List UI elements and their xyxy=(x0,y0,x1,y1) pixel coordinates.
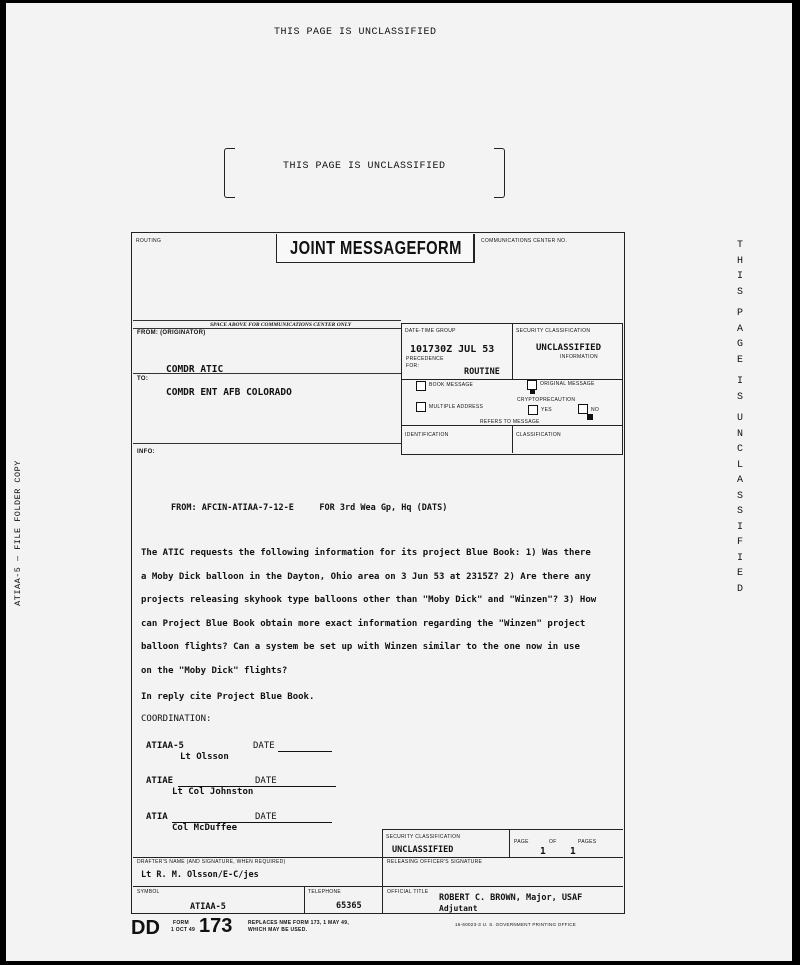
telephone-value: 65365 xyxy=(336,901,362,911)
telephone-label: TELEPHONE xyxy=(308,889,341,895)
releasing-divider xyxy=(382,857,383,913)
coord-date-2: DATE xyxy=(255,776,277,786)
pages-value: 1 xyxy=(570,846,576,857)
form-date: 1 OCT 49 xyxy=(171,927,196,933)
scan-border-left xyxy=(0,0,6,965)
no-checkbox-mark xyxy=(587,414,593,420)
form-title: JOINT MESSAGEFORM xyxy=(290,238,462,258)
coord-office-3: ATIA xyxy=(146,812,168,822)
coord-date-3: DATE xyxy=(255,812,277,822)
form-number: 173 xyxy=(199,915,233,937)
pages-label: PAGES xyxy=(578,839,597,845)
side-banner-letter: N xyxy=(736,428,743,440)
official-title-sub: Adjutant xyxy=(439,904,478,913)
side-banner-letter: C xyxy=(736,444,743,455)
to-row-rule xyxy=(133,373,401,374)
printing-office: 16-60023-3 U. S. GOVERNMENT PRINTING OFFICE xyxy=(455,922,577,927)
header-info-row1 xyxy=(401,379,623,380)
side-banner-letter: S xyxy=(736,286,743,298)
top-unclassified-banner: THIS PAGE IS UNCLASSIFIED xyxy=(274,27,437,38)
side-banner-letter: I xyxy=(736,376,743,387)
side-banner-letter: S xyxy=(736,490,743,502)
scan-border-bottom xyxy=(0,961,800,965)
information-label: INFORMATION xyxy=(560,354,598,360)
dtg-value: 101730Z JUL 53 xyxy=(410,344,495,355)
message-body xyxy=(141,548,611,689)
coord-name-3: Col McDuffee xyxy=(172,823,238,833)
dd-label: DD xyxy=(131,917,160,939)
routing-label: ROUTING xyxy=(136,238,162,244)
info-label: INFO: xyxy=(137,449,155,455)
scan-border-right xyxy=(792,0,800,965)
message-reference: FROM: AFCIN-ATIAA-7-12-E FOR 3rd Wea Gp, Hq (DATS) xyxy=(171,503,448,513)
message-body-line: can Project Blue Book obtain more exact information regarding the "Winzen" project xyxy=(141,618,586,629)
info-row-rule xyxy=(133,443,401,444)
no-checkbox[interactable] xyxy=(578,404,588,414)
bottom-page-divider xyxy=(509,829,510,857)
security-label: SECURITY CLASSIFICATION xyxy=(516,328,591,334)
book-message-label: BOOK MESSAGE xyxy=(429,382,474,388)
yes-checkbox[interactable] xyxy=(528,405,538,415)
side-banner-letter: E xyxy=(736,568,743,579)
page-label: PAGE xyxy=(514,839,529,845)
from-label: FROM: (ORIGINATOR) xyxy=(137,330,206,336)
symbol-row-rule xyxy=(133,886,623,887)
original-message-label: ORIGINAL MESSAGE xyxy=(540,381,595,387)
side-banner-letter: D xyxy=(736,583,743,595)
coordination-label: COORDINATION: xyxy=(141,714,212,724)
coord-date-1: DATE xyxy=(253,741,275,751)
file-folder-copy: ATIAA-5 — FILE FOLDER COPY xyxy=(13,460,23,606)
symbol-label: SYMBOL xyxy=(137,889,160,895)
space-above-rule xyxy=(133,320,401,321)
replaces-text: REPLACES NME FORM 173, 1 MAY 49, WHICH MAY BE USED. xyxy=(248,920,350,933)
classification-label: CLASSIFICATION xyxy=(516,432,561,438)
side-banner-letter: S xyxy=(736,391,743,403)
message-body-line: balloon flights? Can a system be set up with Winzen similar to the one now in use xyxy=(141,642,580,652)
releasing-label: RELEASING OFFICER'S SIGNATURE xyxy=(387,859,483,865)
multiple-address-label: MULTIPLE ADDRESS xyxy=(429,404,484,410)
to-value: COMDR ENT AFB COLORADO xyxy=(166,387,292,398)
side-banner-letter: U xyxy=(736,413,743,424)
header-info-divider xyxy=(512,323,513,379)
side-banner-letter: E xyxy=(736,354,743,366)
space-above-label: SPACE ABOVE FOR COMMUNICATIONS CENTER ONLY xyxy=(210,322,352,328)
book-message-checkbox[interactable] xyxy=(416,381,426,391)
coord-date-line-1 xyxy=(278,751,332,752)
multiple-address-checkbox[interactable] xyxy=(416,402,426,412)
from-row-rule xyxy=(133,328,401,329)
security-value: UNCLASSIFIED xyxy=(536,343,602,353)
bottom-security-value: UNCLASSIFIED xyxy=(392,845,454,855)
side-banner-letter: A xyxy=(736,323,743,335)
bracket-unclassified-banner: THIS PAGE IS UNCLASSIFIED xyxy=(283,161,446,172)
bottom-security-label: SECURITY CLASSIFICATION xyxy=(386,834,461,840)
crypto-label: CRYPTOPRECAUTION xyxy=(517,397,576,403)
scan-border-top xyxy=(0,0,800,3)
side-banner-letter: P xyxy=(736,308,743,319)
to-label: TO: xyxy=(137,376,149,382)
identification-label: IDENTIFICATION xyxy=(405,432,449,438)
page-value: 1 xyxy=(540,846,546,857)
coord-office-1: ATIAA-5 xyxy=(146,741,184,751)
side-banner-letter: H xyxy=(736,255,743,267)
side-banner-letter: F xyxy=(736,537,743,548)
side-banner-letter: S xyxy=(736,506,743,517)
bracket-left xyxy=(224,148,235,198)
drafter-label: DRAFTER'S NAME (AND SIGNATURE, WHEN REQUIRED) xyxy=(137,859,286,865)
dtg-label: DATE-TIME GROUP xyxy=(405,328,456,334)
reply-line: In reply cite Project Blue Book. xyxy=(141,692,315,702)
yes-label: YES xyxy=(541,407,552,413)
side-unclassified-banner xyxy=(732,240,748,599)
refers-to-label: REFERS TO MESSAGE xyxy=(480,419,540,425)
side-banner-letter: I xyxy=(736,271,743,282)
precedence-value: ROUTINE xyxy=(464,367,500,377)
drafter-value: Lt R. M. Olsson/E-C/jes xyxy=(141,870,259,880)
message-body-line: The ATIC requests the following information for its project Blue Book: 1) Was there xyxy=(141,548,591,558)
coord-name-1: Lt Olsson xyxy=(180,752,229,762)
precedence-label: PRECEDENCE FOR: xyxy=(406,356,444,369)
bracket-right xyxy=(494,148,505,198)
official-title-label: OFFICIAL TITLE xyxy=(387,889,429,895)
side-banner-letter: T xyxy=(736,240,743,251)
telephone-divider xyxy=(304,886,305,913)
message-body-line: on the "Moby Dick" flights? xyxy=(141,665,288,676)
coord-name-2: Lt Col Johnston xyxy=(172,787,254,797)
from-value: COMDR ATIC xyxy=(166,364,224,375)
coord-office-2: ATIAE xyxy=(146,776,174,786)
side-banner-letter: G xyxy=(736,339,743,350)
side-banner-letter: L xyxy=(736,459,743,471)
original-message-mark xyxy=(530,389,535,394)
symbol-value: ATIAA-5 xyxy=(190,902,226,912)
side-banner-letter: I xyxy=(736,552,743,564)
message-body-line: projects releasing skyhook type balloons other than "Moby Dick" and "Winzen"? 3) How xyxy=(141,595,597,605)
form-label: FORM xyxy=(173,920,189,926)
message-body-line: a Moby Dick balloon in the Dayton, Ohio area on 3 Jun 53 at 2315Z? 2) Are there any xyxy=(141,571,591,582)
releasing-row-rule xyxy=(133,857,623,858)
of-label: OF xyxy=(549,839,557,845)
side-banner-letter: A xyxy=(736,475,743,486)
header-info-divider2 xyxy=(512,425,513,453)
side-banner-letter: I xyxy=(736,521,743,533)
comm-center-label: COMMUNICATIONS CENTER NO. xyxy=(481,238,568,244)
no-label: NO xyxy=(591,407,600,413)
official-title-value: ROBERT C. BROWN, Major, USAF xyxy=(439,893,583,903)
